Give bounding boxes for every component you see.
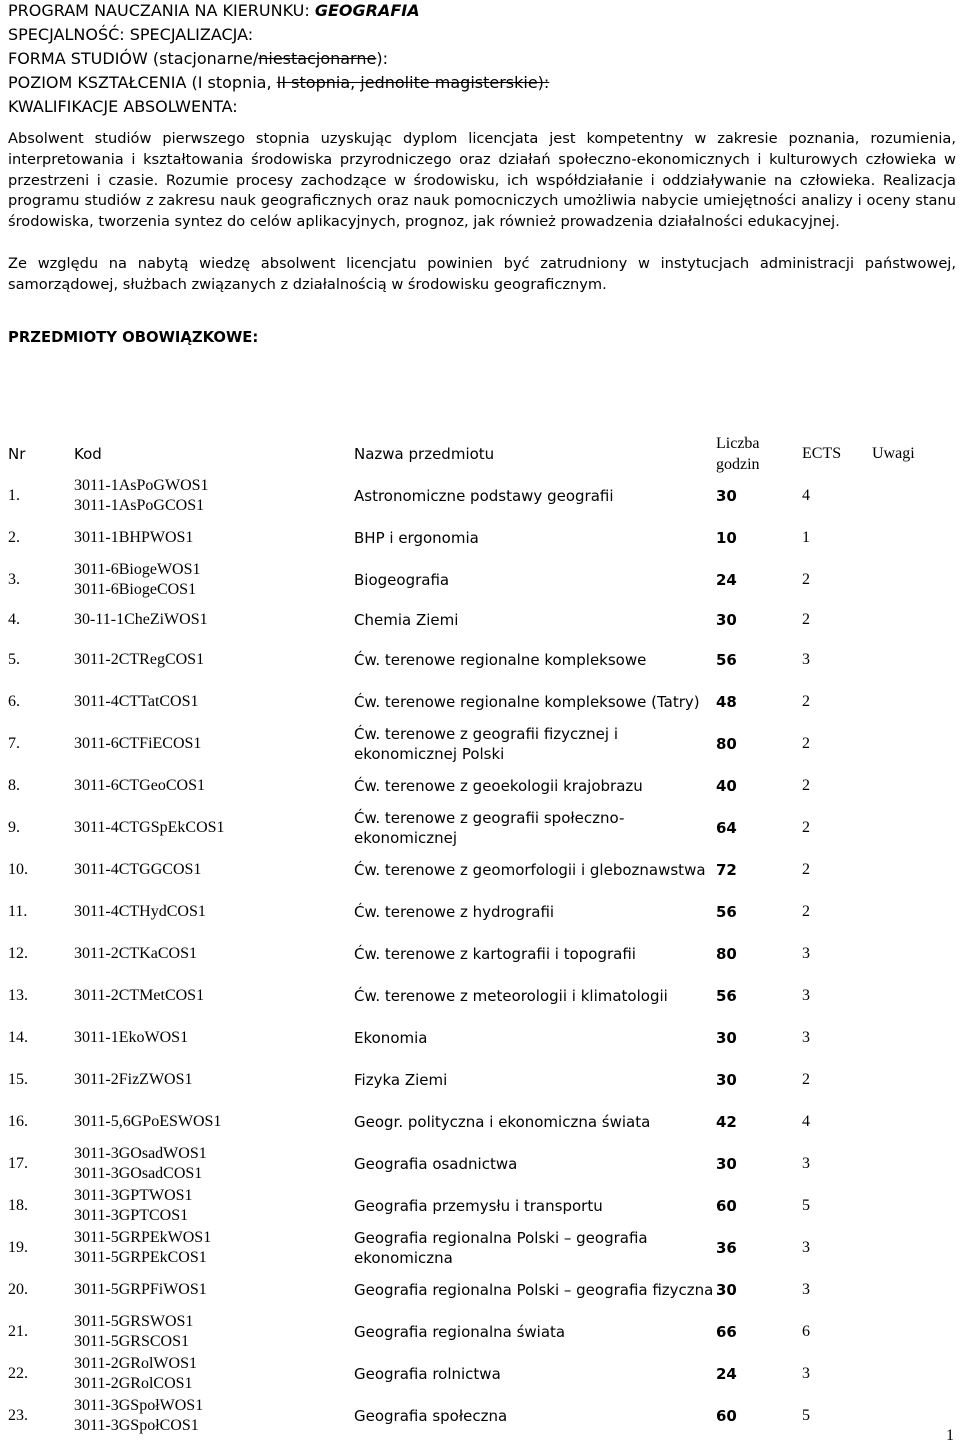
row-number: 18. <box>8 1197 28 1214</box>
hours: 42 <box>716 1113 737 1131</box>
table-row <box>8 933 956 975</box>
subject-name: Geografia rolnictwa <box>354 1365 501 1383</box>
table-row <box>8 1269 956 1311</box>
table-row <box>8 601 956 639</box>
remarks <box>872 1395 956 1437</box>
subject-name: Geografia regionalna świata <box>354 1323 566 1341</box>
hours: 64 <box>716 819 737 837</box>
row-number: 10. <box>8 861 28 878</box>
table-row <box>8 1185 956 1227</box>
remarks <box>872 1227 956 1269</box>
row-number: 2. <box>8 529 20 546</box>
subject-name: Ćw. terenowe z hydrografii <box>354 903 555 921</box>
subject-code: 3011-3GOsadWOS1 3011-3GOsadCOS1 <box>74 1145 207 1182</box>
subject-name: Geografia osadnictwa <box>354 1155 518 1173</box>
col-header-liczba: Liczba godzin <box>716 435 760 473</box>
subject-name: Chemia Ziemi <box>354 611 459 629</box>
hours: 30 <box>716 1029 737 1047</box>
subject-name: Ćw. terenowe z kartografii i topografii <box>354 945 636 963</box>
subject-code: 3011-5,6GPoESWOS1 <box>74 1113 222 1130</box>
table-row <box>8 1017 956 1059</box>
subject-name: Ćw. terenowe regionalne kompleksowe (Tatry) <box>354 693 700 711</box>
subject-code: 3011-3GSpołWOS1 3011-3GSpołCOS1 <box>74 1397 204 1434</box>
hours: 36 <box>716 1239 737 1257</box>
ects-points: 2 <box>802 735 810 752</box>
field-of-study: GEOGRAFIA <box>314 1 420 20</box>
col-header-uwagi: Uwagi <box>872 445 915 462</box>
table-row <box>8 517 956 559</box>
table-row <box>8 1059 956 1101</box>
hours: 72 <box>716 861 737 879</box>
ects-points: 1 <box>802 529 810 546</box>
employment-paragraph: Ze względu na nabytą wiedzę absolwent licencjatu powinien być zatrudniony w instytucjach administracji państwowej, samorządowej, służbach związanych z działalnością w środowisku geograficznym. <box>8 254 956 293</box>
subject-name: Ćw. terenowe z geografii fizycznej i ekonomicznej Polski <box>354 725 619 763</box>
ects-points: 2 <box>802 819 810 836</box>
hours: 30 <box>716 1071 737 1089</box>
remarks <box>872 807 956 849</box>
subject-name: Astronomiczne podstawy geografii <box>354 487 614 505</box>
col-header-kod: Kod <box>74 445 102 463</box>
ects-points: 4 <box>802 487 810 504</box>
subject-code: 3011-5GRPEkWOS1 3011-5GRPEkCOS1 <box>74 1229 212 1266</box>
ects-points: 3 <box>802 1029 810 1046</box>
subject-code: 3011-3GPTWOS1 3011-3GPTCOS1 <box>74 1187 193 1224</box>
subject-name: Ćw. terenowe regionalne kompleksowe <box>354 651 647 669</box>
table-row <box>8 849 956 891</box>
ects-points: 2 <box>802 693 810 710</box>
ects-points: 3 <box>802 1155 810 1172</box>
ects-points: 3 <box>802 1281 810 1298</box>
table-row <box>8 475 956 517</box>
header-program: PROGRAM NAUCZANIA NA KIERUNKU: GEOGRAFIA <box>8 1 420 20</box>
col-header-ects: ECTS <box>802 445 842 462</box>
table-row <box>8 559 956 601</box>
remarks <box>872 933 956 975</box>
struck-option: II stopnia, jednolite magisterskie): <box>276 73 550 92</box>
hours: 56 <box>716 651 737 669</box>
subject-code: 3011-6BiogeWOS1 3011-6BiogeCOS1 <box>74 561 201 598</box>
col-header-nr: Nr <box>8 445 26 463</box>
header-qualifications: KWALIFIKACJE ABSOLWENTA: <box>8 97 238 116</box>
row-number: 12. <box>8 945 28 962</box>
subject-name: Geografia regionalna Polski – geografia fizyczna <box>354 1281 714 1299</box>
table-row <box>8 807 956 849</box>
remarks <box>872 639 956 681</box>
remarks <box>872 601 956 639</box>
subject-name: BHP i ergonomia <box>354 529 479 547</box>
section-title: PRZEDMIOTY OBOWIĄZKOWE: <box>8 328 259 346</box>
hours: 60 <box>716 1407 737 1425</box>
subjects-table-body <box>8 433 956 1437</box>
remarks <box>872 723 956 765</box>
hours: 24 <box>716 1365 737 1383</box>
row-number: 4. <box>8 611 20 628</box>
row-number: 17. <box>8 1155 28 1172</box>
remarks <box>872 517 956 559</box>
ects-points: 2 <box>802 777 810 794</box>
remarks <box>872 1185 956 1227</box>
subject-name: Ćw. terenowe z geografii społeczno-ekonomicznej <box>354 809 625 847</box>
table-row <box>8 681 956 723</box>
row-number: 21. <box>8 1323 28 1340</box>
row-number: 1. <box>8 487 20 504</box>
row-number: 8. <box>8 777 20 794</box>
subject-code: 3011-5GRPFiWOS1 <box>74 1281 207 1298</box>
subject-code: 3011-4CTGSpEkCOS1 <box>74 819 225 836</box>
table-row <box>8 891 956 933</box>
subject-name: Ćw. terenowe z geomorfologii i gleboznawstwa <box>354 861 706 879</box>
row-number: 15. <box>8 1071 28 1088</box>
subject-code: 3011-1BHPWOS1 <box>74 529 194 546</box>
subject-name: Ćw. terenowe z geoekologii krajobrazu <box>354 777 643 795</box>
subject-code: 3011-4CTGGCOS1 <box>74 861 202 878</box>
subject-name: Geografia regionalna Polski – geografia ekonomiczna <box>354 1229 648 1267</box>
row-number: 22. <box>8 1365 28 1382</box>
header-study-form: FORMA STUDIÓW (stacjonarne/niestacjonarne): <box>8 49 388 68</box>
subject-name: Biogeografia <box>354 571 450 589</box>
remarks <box>872 1017 956 1059</box>
row-number: 5. <box>8 651 20 668</box>
hours: 80 <box>716 735 737 753</box>
table-row <box>8 1353 956 1395</box>
hours: 48 <box>716 693 737 711</box>
table-row <box>8 1311 956 1353</box>
ects-points: 2 <box>802 611 810 628</box>
subjects-table <box>8 433 956 1437</box>
hours: 30 <box>716 487 737 505</box>
remarks <box>872 765 956 807</box>
remarks <box>872 1101 956 1143</box>
hours: 30 <box>716 1155 737 1173</box>
subject-code: 3011-6CTFiECOS1 <box>74 735 202 752</box>
row-number: 3. <box>8 571 20 588</box>
remarks <box>872 1353 956 1395</box>
table-row <box>8 1227 956 1269</box>
row-number: 14. <box>8 1029 28 1046</box>
subject-code: 3011-6CTGeoCOS1 <box>74 777 205 794</box>
graduate-profile-paragraph: Absolwent studiów pierwszego stopnia uzyskując dyplom licencjata jest kompetentny w zakresie poznania, rozumienia, interpretowania i kształtowania środowiska przyrodniczego oraz działań społeczno-ekonomicznych i kulturowych człowieka w przestrzeni i czasie. Rozumie procesy zachodzące w środowisku, ich współdziałanie i oddziaływanie na człowieka. Realizacja programu studiów z zakresu nauk geograficznych oraz nauk pomocniczych umożliwia nabycie umiejętności analizy i oceny stanu środowiska, tworzenia syntez do celów aplikacyjnych, prognoz, jak również prowadzenia działalności edukacyjnej. <box>8 130 956 231</box>
struck-option: niestacjonarne <box>258 49 377 68</box>
subject-name: Geografia społeczna <box>354 1407 508 1425</box>
ects-points: 5 <box>802 1197 810 1214</box>
subject-name: Ćw. terenowe z meteorologii i klimatologii <box>354 987 668 1005</box>
subject-code: 3011-4CTTatCOS1 <box>74 693 199 710</box>
row-number: 20. <box>8 1281 28 1298</box>
hours: 40 <box>716 777 737 795</box>
subject-code: 3011-4CTHydCOS1 <box>74 903 206 920</box>
remarks <box>872 849 956 891</box>
header-level: POZIOM KSZTAŁCENIA (I stopnia, II stopnia, jednolite magisterskie): <box>8 73 550 92</box>
table-row <box>8 1395 956 1437</box>
row-number: 9. <box>8 819 20 836</box>
subject-code: 3011-1AsPoGWOS1 3011-1AsPoGCOS1 <box>74 477 209 514</box>
row-number: 11. <box>8 903 28 920</box>
remarks <box>872 681 956 723</box>
subject-code: 3011-2CTMetCOS1 <box>74 987 205 1004</box>
subject-code: 3011-2FizZWOS1 <box>74 1071 193 1088</box>
ects-points: 2 <box>802 903 810 920</box>
ects-points: 3 <box>802 651 810 668</box>
table-row <box>8 975 956 1017</box>
document-page <box>8 0 956 348</box>
hours: 30 <box>716 611 737 629</box>
row-number: 7. <box>8 735 20 752</box>
ects-points: 3 <box>802 1239 810 1256</box>
hours: 80 <box>716 945 737 963</box>
ects-points: 2 <box>802 1071 810 1088</box>
subject-code: 3011-2GRolWOS1 3011-2GRolCOS1 <box>74 1355 197 1392</box>
hours: 56 <box>716 987 737 1005</box>
ects-points: 3 <box>802 1365 810 1382</box>
subject-name: Fizyka Ziemi <box>354 1071 448 1089</box>
table-row <box>8 765 956 807</box>
ects-points: 5 <box>802 1407 810 1424</box>
table-row <box>8 1143 956 1185</box>
remarks <box>872 1311 956 1353</box>
remarks <box>872 975 956 1017</box>
row-number: 23. <box>8 1407 28 1424</box>
remarks <box>872 559 956 601</box>
subject-code: 3011-1EkoWOS1 <box>74 1029 189 1046</box>
row-number: 6. <box>8 693 20 710</box>
ects-points: 3 <box>802 987 810 1004</box>
hours: 56 <box>716 903 737 921</box>
hours: 10 <box>716 529 737 547</box>
hours: 24 <box>716 571 737 589</box>
hours: 30 <box>716 1281 737 1299</box>
subject-code: 3011-5GRSWOS1 3011-5GRSCOS1 <box>74 1313 194 1350</box>
subject-code: 3011-2CTRegCOS1 <box>74 651 205 668</box>
subject-name: Geogr. polityczna i ekonomiczna świata <box>354 1113 651 1131</box>
remarks <box>872 1059 956 1101</box>
table-row <box>8 639 956 681</box>
subject-name: Ekonomia <box>354 1029 428 1047</box>
row-number: 16. <box>8 1113 28 1130</box>
remarks <box>872 475 956 517</box>
row-number: 19. <box>8 1239 28 1256</box>
header-specialization: SPECJALNOŚĆ: SPECJALIZACJA: <box>8 25 254 44</box>
ects-points: 2 <box>802 571 810 588</box>
page-number: 1 <box>946 1427 954 1444</box>
table-row <box>8 1101 956 1143</box>
hours: 60 <box>716 1197 737 1215</box>
col-header-nazwa: Nazwa przedmiotu <box>354 445 495 463</box>
remarks <box>872 1143 956 1185</box>
table-header-row <box>8 433 956 475</box>
ects-points: 4 <box>802 1113 810 1130</box>
table-row <box>8 723 956 765</box>
row-number: 13. <box>8 987 28 1004</box>
ects-points: 2 <box>802 861 810 878</box>
hours: 66 <box>716 1323 737 1341</box>
ects-points: 6 <box>802 1323 810 1340</box>
remarks <box>872 1269 956 1311</box>
ects-points: 3 <box>802 945 810 962</box>
subject-code: 30-11-1CheZiWOS1 <box>74 611 208 628</box>
remarks <box>872 891 956 933</box>
subject-code: 3011-2CTKaCOS1 <box>74 945 197 962</box>
subject-name: Geografia przemysłu i transportu <box>354 1197 603 1215</box>
